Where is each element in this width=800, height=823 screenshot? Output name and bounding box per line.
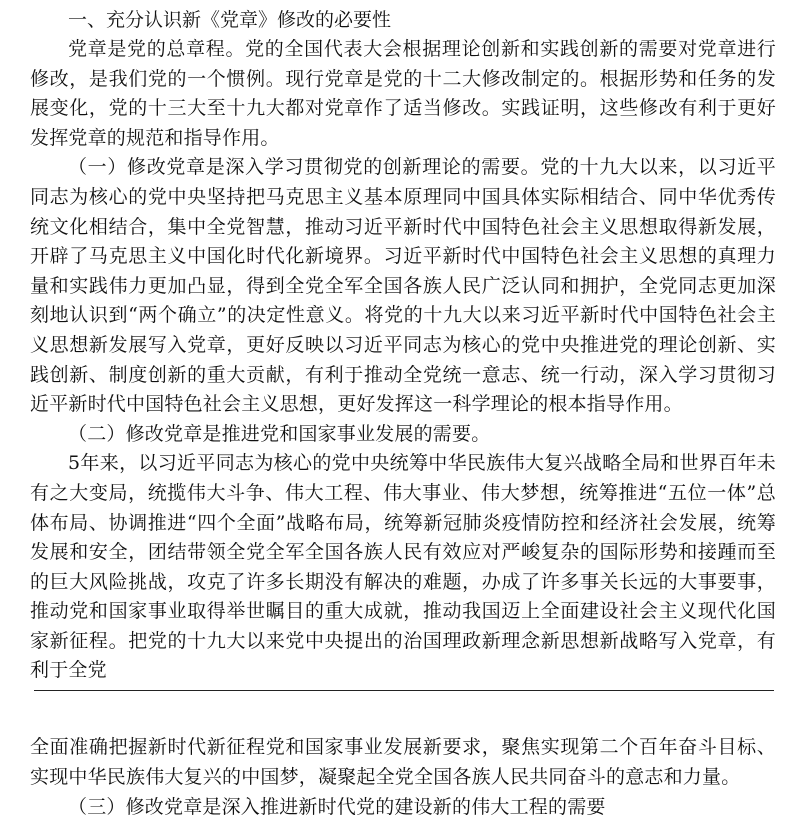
paragraph-point-two-title: （二）修改党章是推进党和国家事业发展的需要。 [68, 422, 491, 445]
page-upper-section [30, 6, 776, 686]
paragraph-intro: 党章是党的总章程。党的全国代表大会根据理论创新和实践创新的需要对党章进行修改，是我们党的一个惯例。现行党章是党的十二大修改制定的。根据形势和任务的发展变化，党的十三大至十九大都对党章作了适当修改。实践证明，这些修改有利于更好发挥党章的规范和指导作用。 [30, 38, 776, 149]
page-break-divider [34, 690, 774, 691]
page-lower-section [30, 733, 776, 823]
paragraph-point-three-title: （三）修改党章是深入推进新时代党的建设新的伟大工程的需要 [68, 796, 606, 819]
paragraph-point-one: （一）修改党章是深入学习贯彻党的创新理论的需要。党的十九大以来，以习近平同志为核心的党中央坚持把马克思主义基本原理同中国具体实际相结合、同中华优秀传统文化相结合，集中全党智慧，推动习近平新时代中国特色社会主义思想取得新发展，开辟了马克思主义中国化时代化新境界。习近平新时代中国特色社会主义思想的真理力量和实践伟力更加凸显，得到全党全军全国各族人民广泛认同和拥护，全党同志更加深刻地认识到“两个确立”的决定性意义。将党的十九大以来习近平新时代中国特色社会主义思想新发展写入党章，更好反映以习近平同志为核心的党中央推进党的理论创新、实践创新、制度创新的重大贡献，有利于推动全党统一意志、统一行动，深入学习贯彻习近平新时代中国特色社会主义思想，更好发挥这一科学理论的根本指导作用。 [30, 156, 776, 416]
paragraph-point-two-body: 5年来，以习近平同志为核心的党中央统筹中华民族伟大复兴战略全局和世界百年未有之大变局，统揽伟大斗争、伟大工程、伟大事业、伟大梦想，统筹推进“五位一体”总体布局、协调推进“四个全面”战略布局，统筹新冠肺炎疫情防控和经济社会发展，统筹发展和安全，团结带领全党全军全国各族人民有效应对严峻复杂的国际形势和接踵而至的巨大风险挑战，攻克了许多长期没有解决的难题，办成了许多事关长远的大事要事，推动党和国家事业取得举世瞩目的重大成就，推动我国迈上全面建设社会主义现代化国家新征程。把党的十九大以来党中央提出的治国理政新理念新思想新战略写入党章，有利于全党 [30, 452, 776, 682]
section-heading: 一、充分认识新《党章》修改的必要性 [68, 9, 392, 31]
paragraph-point-two-continued: 全面准确把握新时代新征程党和国家事业发展新要求，聚焦实现第二个百年奋斗目标、实现中华民族伟大复兴的中国梦，凝聚起全党全国各族人民共同奋斗的意志和力量。 [30, 736, 776, 788]
